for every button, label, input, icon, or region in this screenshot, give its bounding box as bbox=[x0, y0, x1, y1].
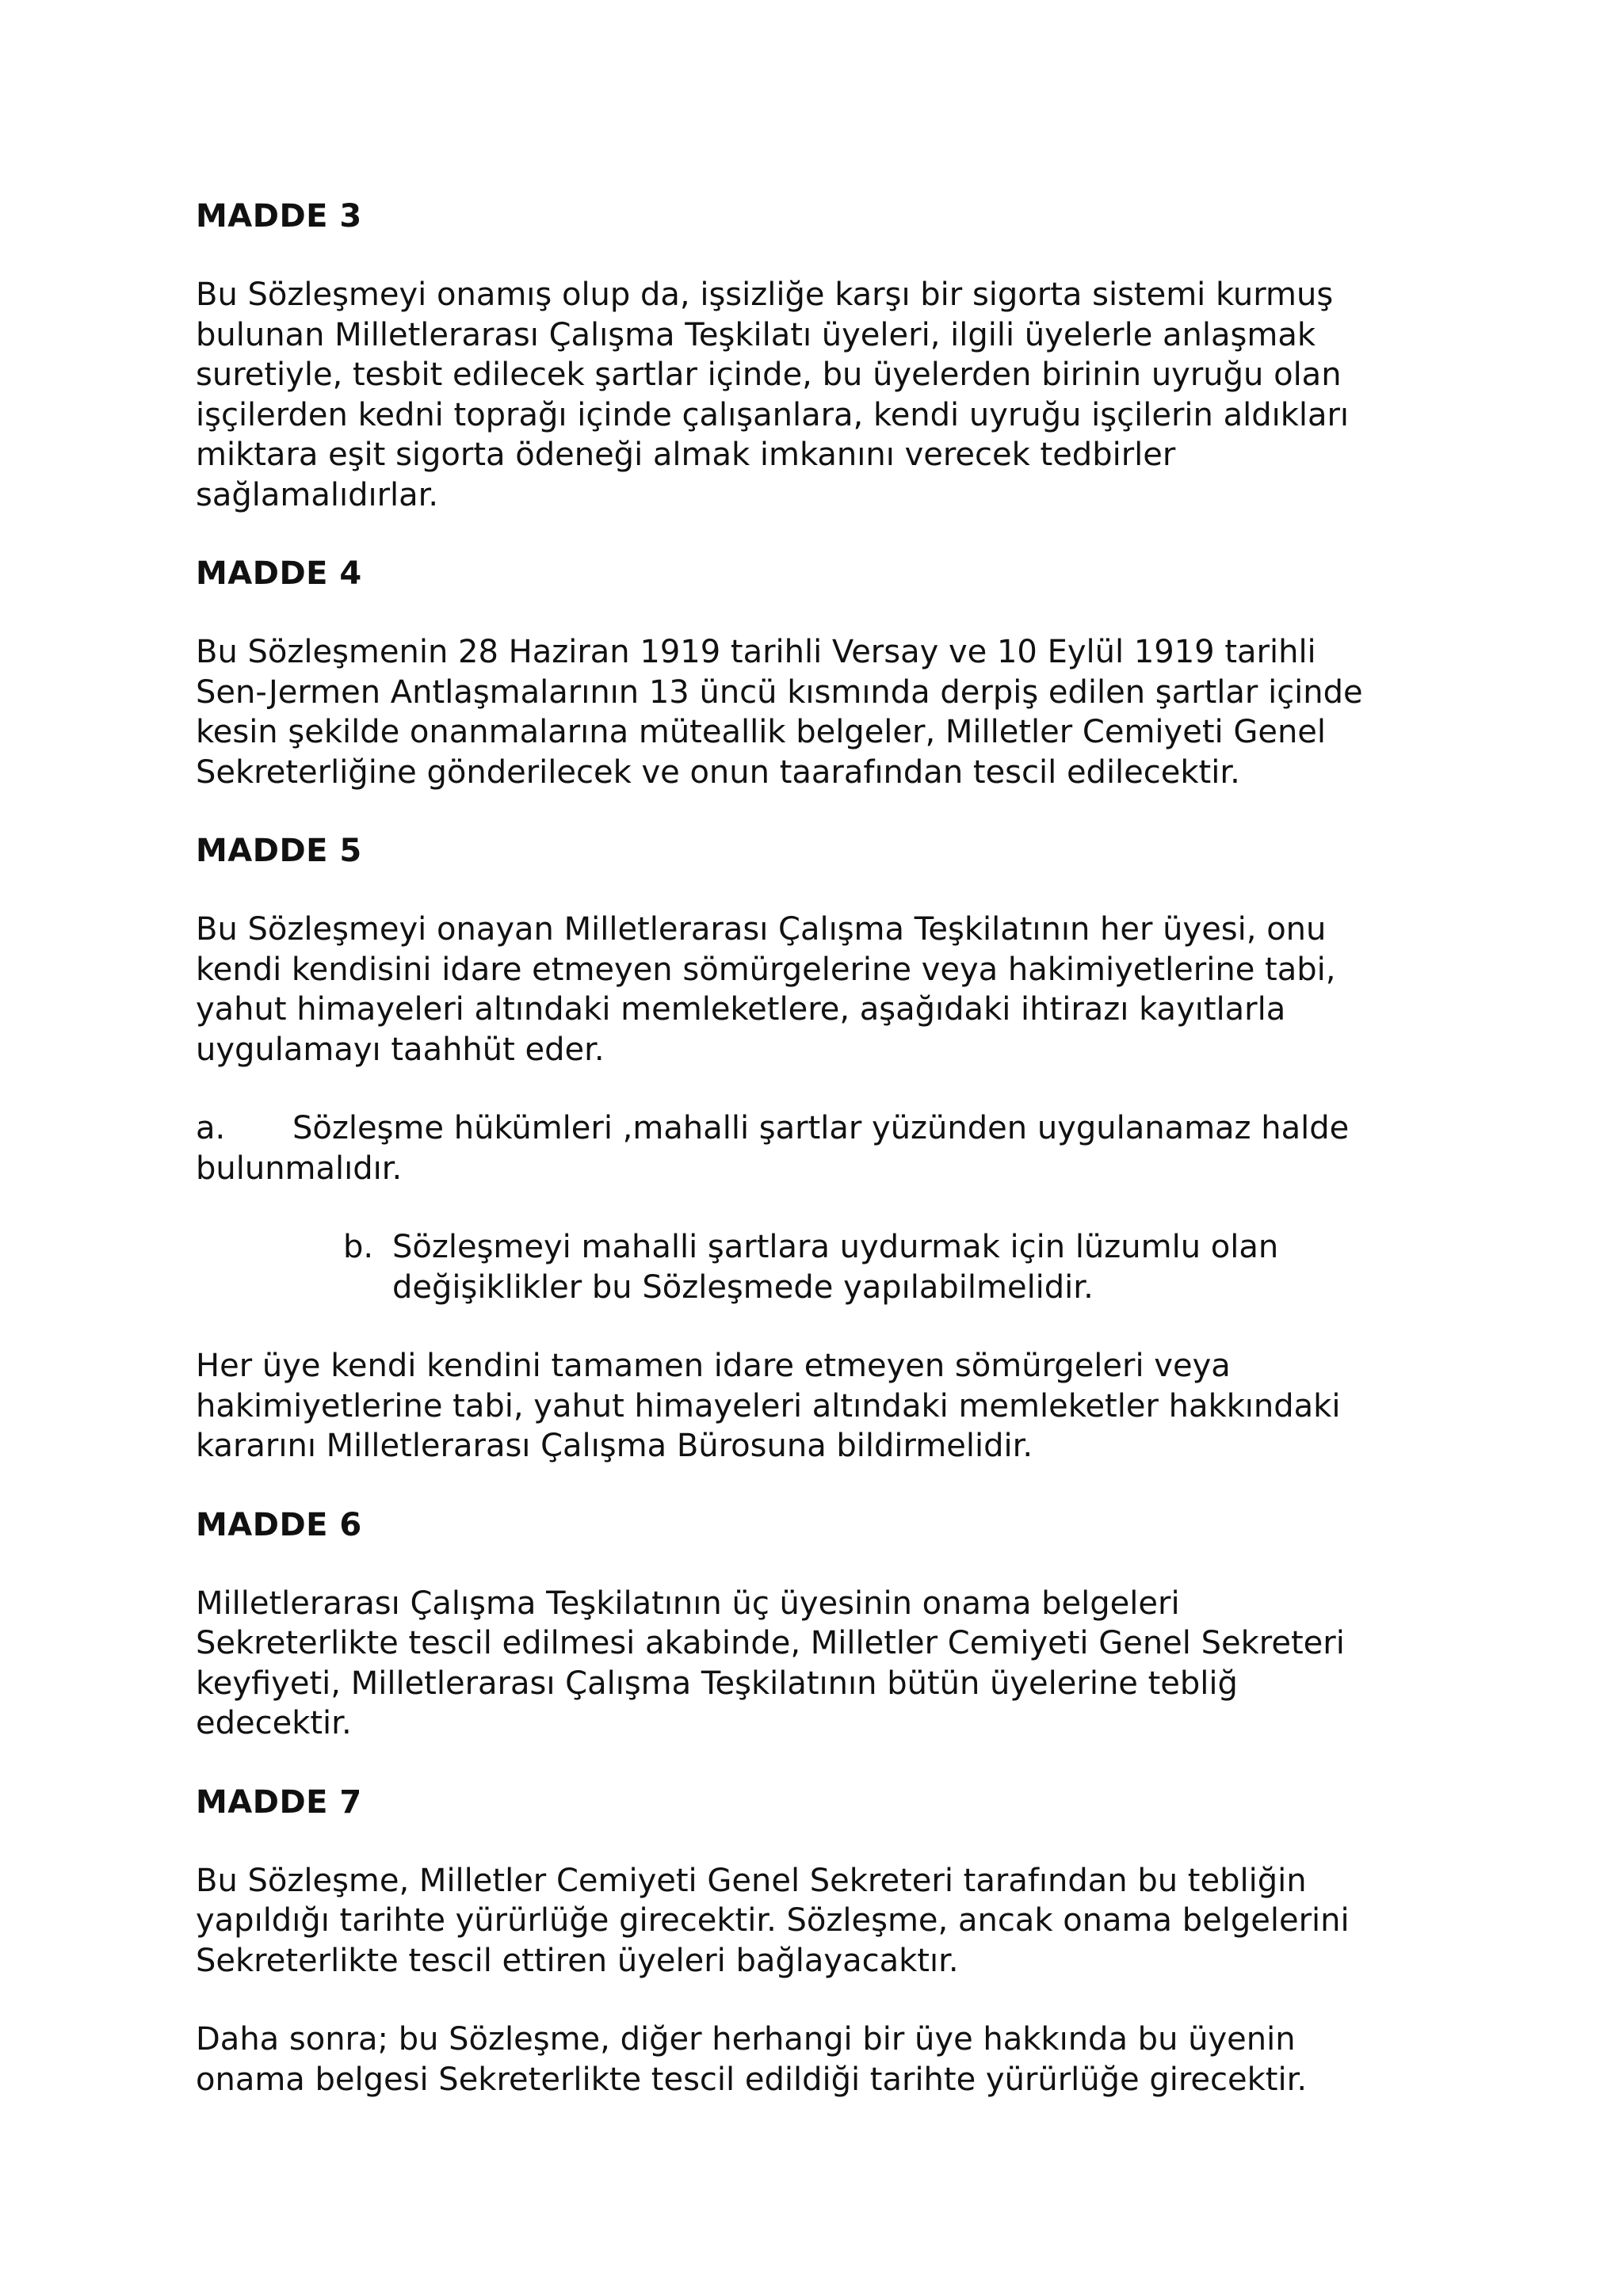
article-heading: MADDE 6 bbox=[196, 1506, 362, 1543]
text-line: Bu Sözleşmeyi onayan Milletlerarası Çalışma Teşkilatının her üyesi, onu bbox=[196, 911, 1327, 948]
text-line: kendi kendisini idare etmeyen sömürgelerine veya hakimiyetlerine tabi, bbox=[196, 951, 1336, 988]
text-line: hakimiyetlerine tabi, yahut himayeleri altındaki memleketler hakkındaki bbox=[196, 1387, 1341, 1425]
text-line: Sekreterlikte tescil ettiren üyeleri bağlayacaktır. bbox=[196, 1942, 959, 1979]
article-4 bbox=[196, 554, 1432, 792]
article-paragraph bbox=[196, 2019, 1432, 2100]
article-paragraph bbox=[196, 910, 1432, 1070]
text-line: Milletlerarası Çalışma Teşkilatının üç üyesinin onama belgeleri bbox=[196, 1585, 1180, 1622]
text-line: Bu Sözleşme, Milletler Cemiyeti Genel Sekreteri tarafından bu tebliğin bbox=[196, 1862, 1307, 1899]
text-line: Daha sonra; bu Sözleşme, diğer herhangi bir üye hakkında bu üyenin bbox=[196, 2021, 1296, 2058]
text-line: sağlamalıdırlar. bbox=[196, 476, 439, 513]
article-3 bbox=[196, 196, 1432, 515]
article-paragraph bbox=[196, 1346, 1432, 1466]
text-line: bulunan Milletlerarası Çalışma Teşkilatı üyeleri, ilgili üyelerle anlaşmak bbox=[196, 316, 1316, 353]
list-item-a bbox=[196, 1108, 1432, 1188]
text-line: edecektir. bbox=[196, 1705, 352, 1741]
text-line: yahut himayeleri altındaki memleketlere, aşağıdaki ihtirazı kayıtlarla bbox=[196, 991, 1286, 1028]
text-line: uygulamayı taahhüt eder. bbox=[196, 1031, 605, 1068]
article-paragraph bbox=[196, 275, 1432, 515]
list-marker: b. bbox=[343, 1229, 374, 1265]
text-line: onama belgesi Sekreterlikte tescil edildiği tarihte yürürlüğe girecektir. bbox=[196, 2061, 1308, 2098]
list-item-b bbox=[343, 1227, 1432, 1307]
article-7 bbox=[196, 1783, 1432, 2100]
article-heading: MADDE 7 bbox=[196, 1783, 362, 1821]
list-marker: a. bbox=[196, 1110, 226, 1146]
article-paragraph bbox=[196, 1584, 1432, 1744]
text-line: kararını Milletlerarası Çalışma Bürosuna bildirmelidir. bbox=[196, 1428, 1033, 1464]
text-line: Sekreterlikte tescil edilmesi akabinde, Milletler Cemiyeti Genel Sekreteri bbox=[196, 1625, 1345, 1661]
text-line: bulunmalıdır. bbox=[196, 1150, 403, 1187]
text-line: Sözleşme hükümleri ,mahalli şartlar yüzünden uygulanamaz halde bbox=[292, 1110, 1350, 1146]
text-line: kesin şekilde onanmalarına müteallik belgeler, Milletler Cemiyeti Genel bbox=[196, 714, 1327, 750]
text-line: keyfiyeti, Milletlerarası Çalışma Teşkilatının bütün üyelerine tebliğ bbox=[196, 1665, 1238, 1702]
article-paragraph bbox=[196, 1861, 1432, 1981]
article-heading: MADDE 5 bbox=[196, 833, 362, 869]
text-line: Bu Sözleşmenin 28 Haziran 1919 tarihli Versay ve 10 Eylül 1919 tarihli bbox=[196, 634, 1316, 670]
text-line: yapıldığı tarihte yürürlüğe girecektir. Sözleşme, ancak onama belgelerini bbox=[196, 1902, 1350, 1939]
text-line: miktara eşit sigorta ödeneği almak imkanını verecek tedbirler bbox=[196, 437, 1176, 473]
text-line: Her üye kendi kendini tamamen idare etmeyen sömürgeleri veya bbox=[196, 1348, 1231, 1384]
text-line: Bu Sözleşmeyi onamış olup da, işsizliğe karşı bir sigorta sistemi kurmuş bbox=[196, 277, 1334, 313]
text-line: işçilerden kedni toprağı içinde çalışanlara, kendi uyruğu işçilerin aldıkları bbox=[196, 396, 1350, 433]
text-line: Sen-Jermen Antlaşmalarının 13 üncü kısmında derpiş edilen şartlar içinde bbox=[196, 673, 1363, 711]
text-line: suretiyle, tesbit edilecek şartlar içinde, bu üyelerden birinin uyruğu olan bbox=[196, 357, 1342, 393]
article-6 bbox=[196, 1505, 1432, 1744]
article-heading: MADDE 3 bbox=[196, 198, 362, 235]
article-heading: MADDE 4 bbox=[196, 555, 362, 592]
article-paragraph bbox=[196, 632, 1432, 792]
text-line: Sekreterliğine gönderilecek ve onun taarafından tescil edilecektir. bbox=[196, 753, 1240, 791]
text-line: değişiklikler bu Sözleşmede yapılabilmelidir. bbox=[392, 1268, 1094, 1306]
article-5 bbox=[196, 831, 1432, 1466]
text-line: Sözleşmeyi mahalli şartlara uydurmak için lüzumlu olan bbox=[392, 1229, 1279, 1265]
document-page bbox=[196, 196, 1432, 2138]
